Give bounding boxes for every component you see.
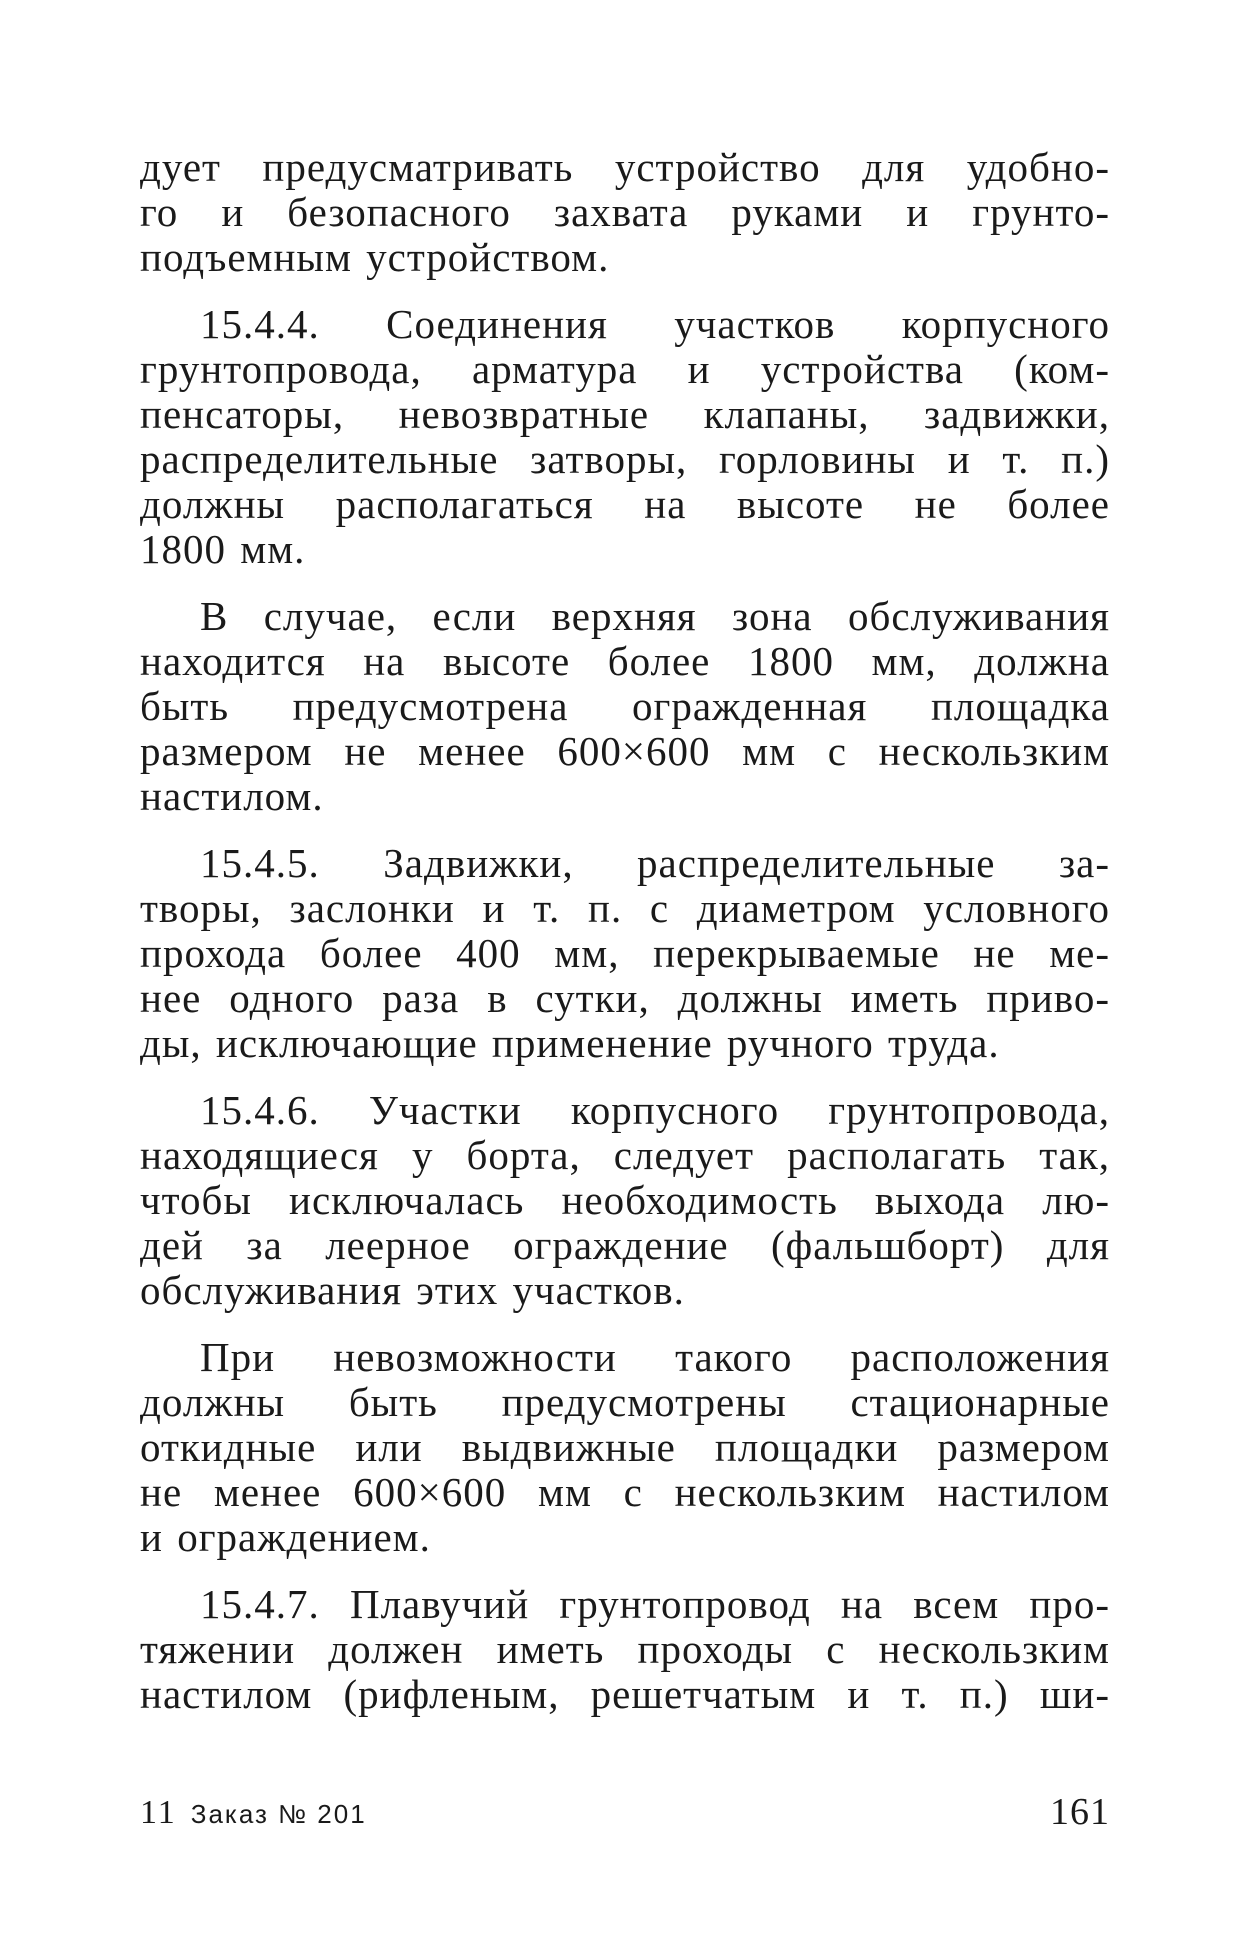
text-line: подъемным устройством. — [140, 234, 610, 280]
text-line: прохода более 400 мм, перекрываемые не ме- — [140, 930, 1110, 976]
text-line: При невозможности такого расположения — [200, 1334, 1110, 1380]
page-body — [140, 145, 1110, 1717]
text-line: распределительные затворы, горловины и т. п.) — [140, 436, 1110, 482]
text-line: обслуживания этих участков. — [140, 1267, 685, 1313]
text-line: ды, исключающие применение ручного труда. — [140, 1020, 1000, 1066]
text-line: 15.4.4. Соединения участков корпусного — [200, 301, 1110, 347]
text-line: чтобы исключалась необходимость выхода лю- — [140, 1177, 1110, 1223]
text-line: го и безопасного захвата руками и грунто- — [140, 189, 1110, 235]
paragraph-15-4-6 — [140, 1088, 1110, 1313]
paragraph-15-4-4 — [140, 302, 1110, 572]
text-line: дей за леерное ограждение (фальшборт) для — [140, 1222, 1110, 1268]
text-line: 15.4.7. Плавучий грунтопровод на всем про- — [200, 1581, 1110, 1627]
text-line: находится на высоте более 1800 мм, должна — [140, 638, 1110, 684]
text-line: 15.4.6. Участки корпусного грунтопровода, — [200, 1087, 1110, 1133]
paragraph-upper-zone — [140, 594, 1110, 819]
text-line: грунтопровода, арматура и устройства (ком- — [140, 346, 1110, 392]
text-line: дует предусматривать устройство для удобно- — [140, 144, 1110, 190]
print-signature — [140, 1794, 367, 1832]
paragraph-15-4-5 — [140, 841, 1110, 1066]
signature-mark: 11 — [140, 1794, 177, 1831]
text-line: и ограждением. — [140, 1514, 431, 1560]
paragraph-15-4-7 — [140, 1582, 1110, 1717]
page-footer — [140, 1790, 1110, 1840]
text-line: должны располагаться на высоте не более — [140, 481, 1110, 527]
text-line: находящиеся у борта, следует располагать так, — [140, 1132, 1110, 1178]
text-line: быть предусмотрена огражденная площадка — [140, 683, 1110, 729]
text-line: нее одного раза в сутки, должны иметь приво- — [140, 975, 1110, 1021]
text-line: размером не менее 600×600 мм с нескользким — [140, 728, 1110, 774]
text-line: 1800 мм. — [140, 526, 306, 572]
text-line: откидные или выдвижные площадки размером — [140, 1424, 1110, 1470]
text-line: пенсаторы, невозвратные клапаны, задвижки, — [140, 391, 1110, 437]
text-line: настилом. — [140, 773, 324, 819]
paragraph-impossibility — [140, 1335, 1110, 1560]
text-line: должны быть предусмотрены стационарные — [140, 1379, 1110, 1425]
text-line: тяжении должен иметь проходы с нескользким — [140, 1626, 1110, 1672]
page-number: 161 — [1050, 1791, 1110, 1833]
paragraph-intro-continuation — [140, 145, 1110, 280]
text-line: творы, заслонки и т. п. с диаметром условного — [140, 885, 1110, 931]
text-line: не менее 600×600 мм с нескользким настилом — [140, 1469, 1110, 1515]
text-line: настилом (рифленым, решетчатым и т. п.) ши- — [140, 1671, 1110, 1717]
text-line: 15.4.5. Задвижки, распределительные за- — [200, 840, 1110, 886]
order-label: Заказ № 201 — [190, 1799, 367, 1829]
text-line: В случае, если верхняя зона обслуживания — [200, 593, 1110, 639]
